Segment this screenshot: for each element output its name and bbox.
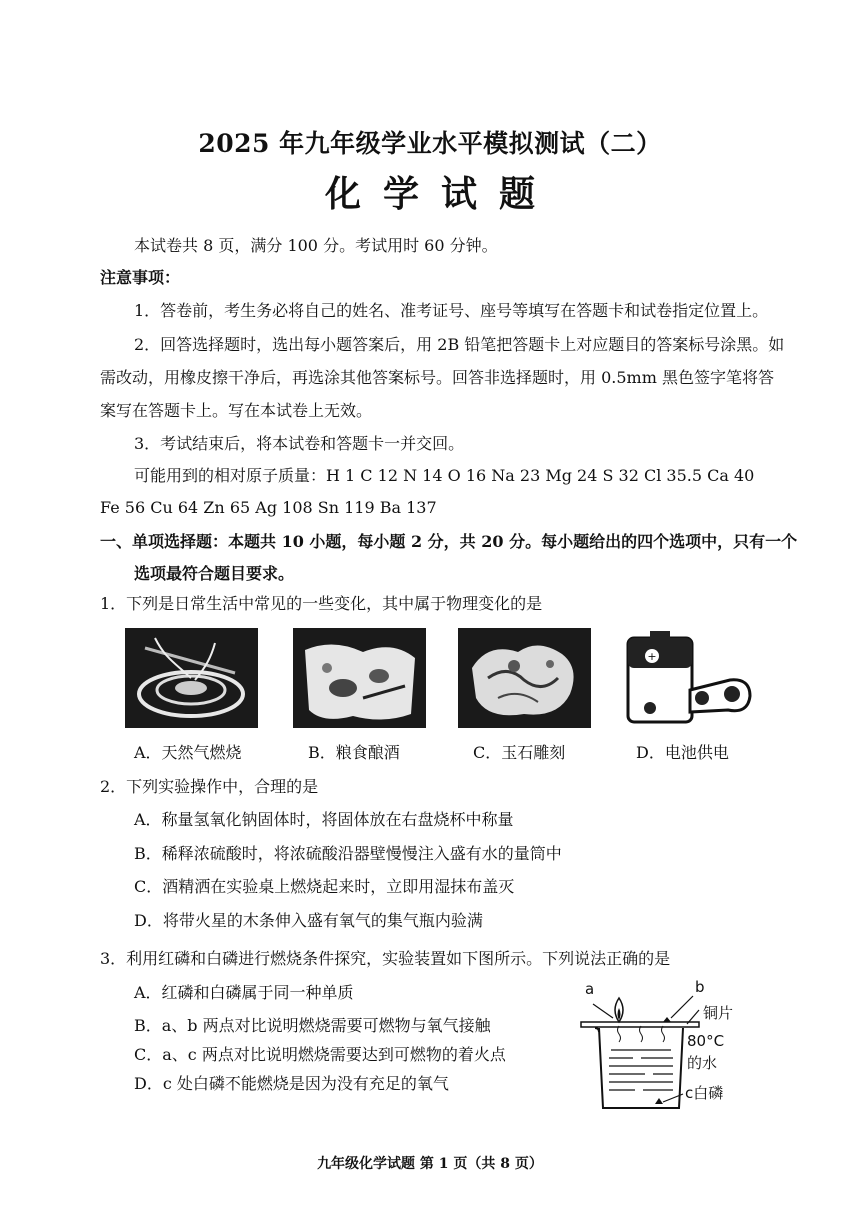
label-a: a — [585, 980, 595, 998]
q2-stem: 2．下列实验操作中，合理的是 — [100, 777, 319, 796]
atomic-masses-line1: 可能用到的相对原子质量：H 1 C 12 N 14 O 16 Na 23 Mg 24 S 32 Cl 35.5 Ca 40 — [134, 466, 755, 485]
combustion-apparatus-diagram — [575, 978, 775, 1114]
label-temp: 80°C — [687, 1032, 725, 1050]
q2-option-b: B．稀释浓硫酸时，将浓硫酸沿器壁慢慢注入盛有水的量筒中 — [134, 844, 562, 863]
notice-heading: 注意事项： — [100, 268, 181, 287]
notice-item-1: 1．答卷前，考生务必将自己的姓名、准考证号、座号等填写在答题卡和试卷指定位置上。 — [134, 301, 769, 320]
q1-option-a: A．天然气燃烧 — [134, 743, 242, 762]
label-b: b — [695, 978, 705, 996]
grain-wine-icon — [293, 628, 426, 728]
subject-title: 化学试题 — [324, 173, 557, 215]
section1-heading: 一、单项选择题：本题共 10 小题，每小题 2 分，共 20 分。每小题给出的四个选项中，只有一个 — [100, 532, 798, 551]
exam-title: 2025 年九年级学业水平模拟测试（二） — [198, 129, 662, 158]
label-c: c白磷 — [685, 1084, 724, 1102]
jade-carving-icon — [458, 628, 591, 728]
q2-option-c: C．酒精洒在实验桌上燃烧起来时，立即用湿抹布盖灭 — [134, 877, 515, 896]
battery-icon — [620, 628, 760, 728]
q1-option-b: B．粮食酿酒 — [308, 743, 400, 762]
q3-option-c: C．a、c 两点对比说明燃烧需要达到可燃物的着火点 — [134, 1045, 506, 1064]
q3-option-a: A．红磷和白磷属于同一种单质 — [134, 983, 354, 1002]
label-water: 的水 — [687, 1054, 718, 1072]
page-footer: 九年级化学试题 第 1 页（共 8 页） — [317, 1156, 543, 1172]
label-copper: 铜片 — [703, 1004, 734, 1022]
notice-item-2-cont2: 案写在答题卡上。写在本试卷上无效。 — [100, 401, 373, 420]
notice-item-2: 2．回答选择题时，选出每小题答案后，用 2B 铅笔把答题卡上对应题目的答案标号涂黑。如 — [134, 335, 785, 354]
q3-option-b: B．a、b 两点对比说明燃烧需要可燃物与氧气接触 — [134, 1016, 491, 1035]
q1-option-c: C．玉石雕刻 — [473, 743, 566, 762]
svg-text:+: + — [647, 650, 657, 663]
section1-heading-cont: 选项最符合题目要求。 — [134, 564, 295, 583]
q3-option-d: D．c 处白磷不能燃烧是因为没有充足的氧气 — [134, 1074, 449, 1093]
gas-flame-icon — [125, 628, 258, 728]
q2-option-d: D．将带火星的木条伸入盛有氧气的集气瓶内验满 — [134, 911, 483, 930]
q2-option-a: A．称量氢氧化钠固体时，将固体放在右盘烧杯中称量 — [134, 810, 514, 829]
exam-summary: 本试卷共 8 页，满分 100 分。考试用时 60 分钟。 — [134, 236, 498, 255]
q1-option-d: D．电池供电 — [636, 743, 729, 762]
atomic-masses-line2: Fe 56 Cu 64 Zn 65 Ag 108 Sn 119 Ba 137 — [100, 498, 437, 517]
q1-stem: 1．下列是日常生活中常见的一些变化，其中属于物理变化的是 — [100, 594, 543, 613]
notice-item-3: 3．考试结束后，将本试卷和答题卡一并交回。 — [134, 434, 465, 453]
q3-stem: 3．利用红磷和白磷进行燃烧条件探究，实验装置如下图所示。下列说法正确的是 — [100, 949, 671, 968]
notice-item-2-cont: 需改动，用橡皮擦干净后，再选涂其他答案标号。回答非选择题时，用 0.5mm 黑色签字笔将答 — [100, 368, 774, 387]
